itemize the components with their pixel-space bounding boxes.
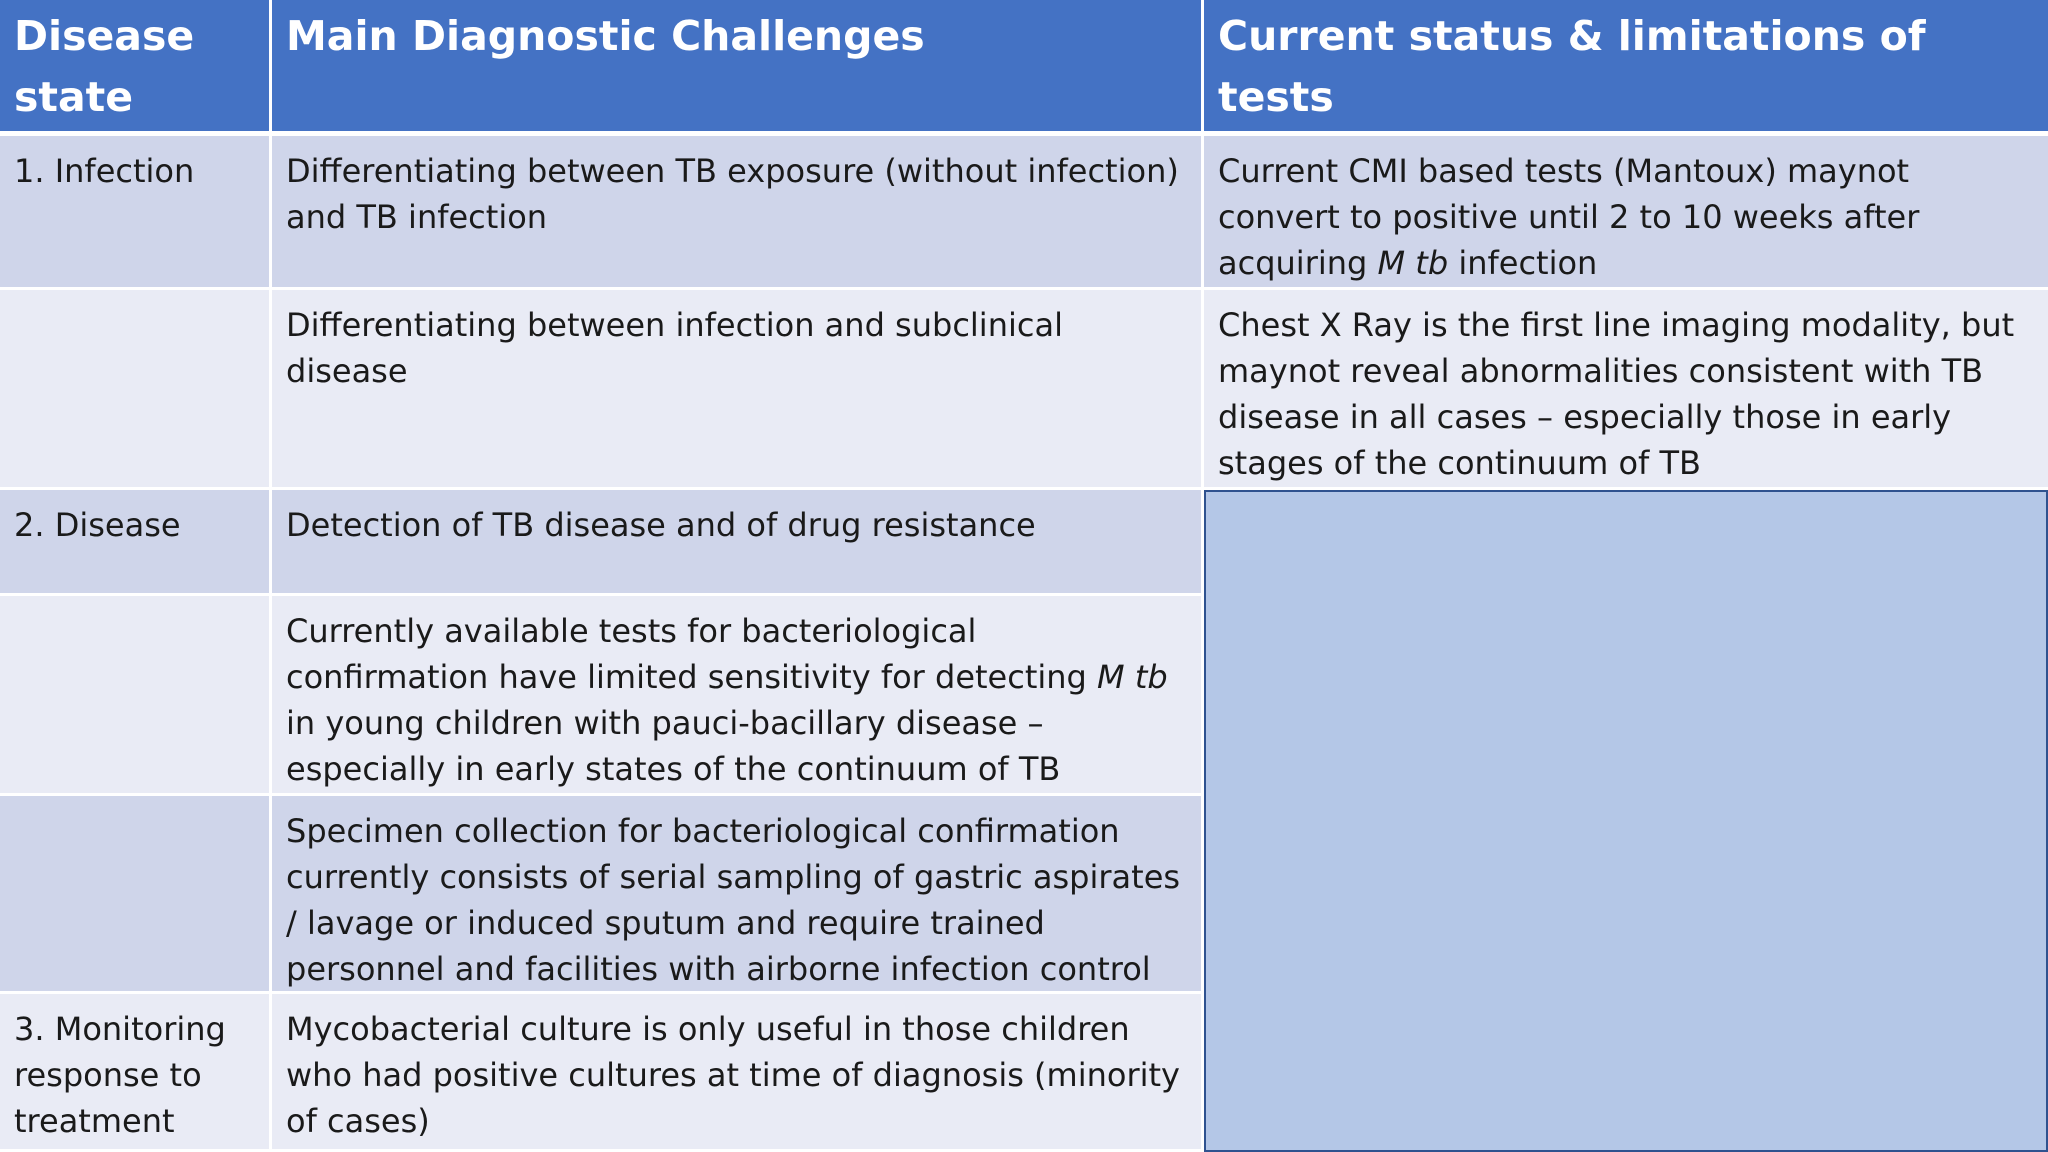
challenge-text-part: in young children with pauci-bacillary disease – especially in early states of the continuum of TB [286,704,1061,788]
table-row-6-state: 3. Monitoring response to treatment [0,994,272,1152]
table-row-6-challenge: Mycobacterial culture is only useful in those children who had positive cultures at time of diagnosis (minority of cases) [272,994,1204,1152]
blank-placeholder-block [1204,490,2048,1152]
table-row-4-challenge [272,596,1204,796]
table-row-2-status: Chest X Ray is the first line imaging modality, but maynot reveal abnormalities consistent with TB disease in all cases – especially those in early stages of the continuum of TB [1204,290,2048,490]
table-row-2-state [0,290,272,490]
header-disease-state: Disease state [0,0,272,136]
challenge-text-part: Currently available tests for bacteriological confirmation have limited sensitivity for detecting [286,612,1098,696]
status-text-part: infection [1448,244,1598,282]
table-row-1-challenge: Differentiating between TB exposure (without infection) and TB infection [272,136,1204,290]
table-row-1-state: 1. Infection [0,136,272,290]
table-row-3-challenge: Detection of TB disease and of drug resistance [272,490,1204,596]
table-row-3-state: 2. Disease [0,490,272,596]
table-row-5-state [0,796,272,994]
status-text-part: Current CMI based tests (Mantoux) maynot convert to positive until 2 to 10 weeks after acquiring [1218,152,1920,282]
status-italic-text: M tb [1377,244,1449,282]
challenge-italic-text: M tb [1097,658,1168,696]
table-row-4-state [0,596,272,796]
header-main-challenges: Main Diagnostic Challenges [272,0,1204,136]
table-row-5-challenge: Specimen collection for bacteriological confirmation currently consists of serial sampling of gastric aspirates / lavage or induced sputum and require trained personnel and facilities with airborne infection control [272,796,1204,994]
table-row-2-challenge: Differentiating between infection and subclinical disease [272,290,1204,490]
table-row-1-status [1204,136,2048,290]
header-current-status: Current status & limitations of tests [1204,0,2048,136]
